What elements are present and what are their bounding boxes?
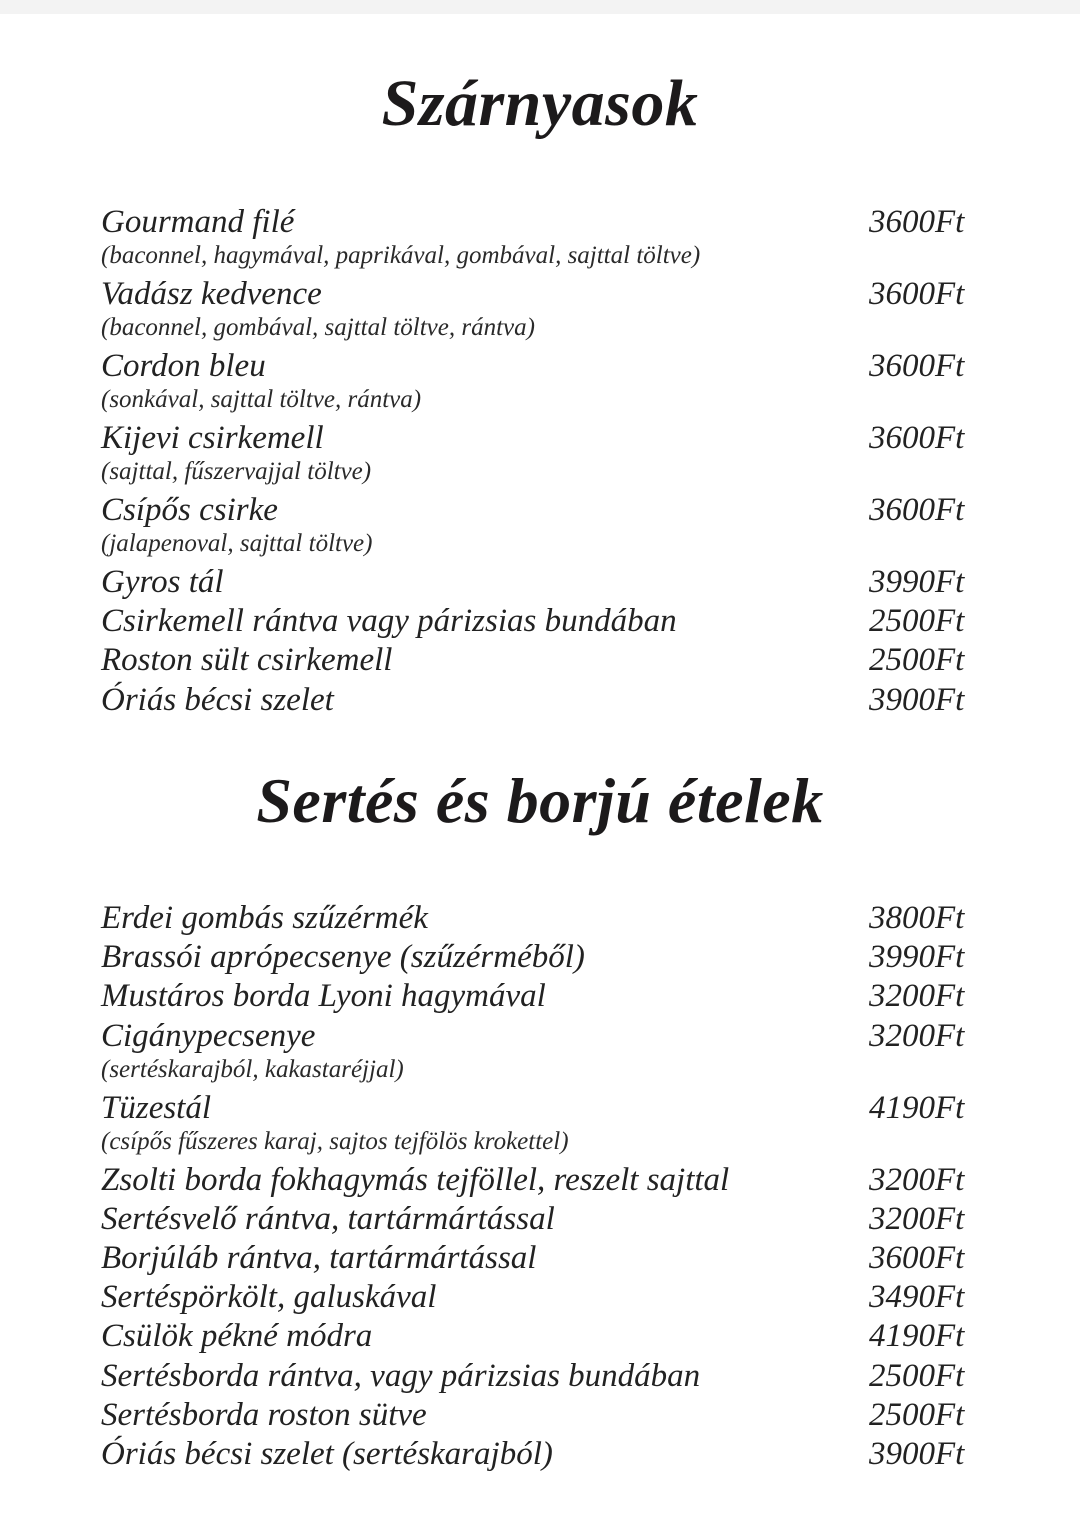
menu-item-price: 3600Ft (869, 1239, 965, 1276)
menu-item (101, 601, 981, 640)
menu-item-name: Borjúláb rántva, tartármártással (101, 1239, 537, 1276)
menu-item (101, 1016, 981, 1088)
menu-item-name: Erdei gombás szűzérmék (101, 900, 428, 936)
menu-item (101, 1160, 981, 1199)
menu-item-name: Brassói aprópecsenye (szűzérméből) (101, 939, 585, 976)
menu-item-price: 3490Ft (869, 1279, 965, 1316)
menu-item-name: Kijevi csirkemell (101, 420, 324, 456)
menu-item-name: Gourmand filé (101, 204, 295, 240)
menu-item-name: Sertésborda rántva, vagy párizsias bundában (101, 1357, 701, 1394)
menu-item-name: Gyros tál (101, 564, 224, 600)
menu-item-description: (baconnel, gombával, sajttal töltve, rántva) (101, 314, 535, 341)
menu-item-description: (jalapenoval, sajttal töltve) (101, 530, 373, 557)
menu-item-name: Sertésvelő rántva, tartármártással (101, 1200, 555, 1237)
menu-item-price: 3800Ft (869, 900, 965, 936)
menu-list-pork-veal (101, 898, 981, 1473)
menu-item (101, 490, 981, 562)
menu-item-name: Zsolti borda fokhagymás tejföllel, reszelt sajttal (101, 1161, 730, 1198)
menu-item (101, 1356, 981, 1395)
menu-item-price: 3990Ft (869, 939, 965, 976)
top-bar (0, 0, 1080, 14)
menu-item-price: 2500Ft (869, 1396, 965, 1433)
menu-item-price: 3200Ft (869, 978, 965, 1015)
menu-item (101, 680, 981, 719)
menu-item-price: 3600Ft (869, 276, 965, 312)
menu-item-name: Csirkemell rántva vagy párizsias bundában (101, 603, 677, 640)
menu-item (101, 976, 981, 1015)
menu-item-name: Óriás bécsi szelet (101, 681, 334, 718)
menu-item-price: 4190Ft (869, 1318, 965, 1355)
menu-item (101, 202, 981, 274)
menu-item-price: 3600Ft (869, 204, 965, 240)
menu-item-name: Óriás bécsi szelet (sertéskarajból) (101, 1435, 553, 1472)
section-title-poultry: Szárnyasok (381, 67, 699, 140)
menu-item (101, 1277, 981, 1316)
menu-item-name: Csülök pékné módra (101, 1318, 373, 1355)
menu-item (101, 1238, 981, 1277)
menu-item-price: 3900Ft (869, 1435, 965, 1472)
menu-item-description: (sertéskarajból, kakastaréjjal) (101, 1055, 404, 1083)
menu-item-price: 3200Ft (869, 1017, 965, 1054)
menu-item-name: Cordon bleu (101, 348, 266, 384)
menu-item (101, 898, 981, 937)
menu-item (101, 1199, 981, 1238)
menu-item (101, 346, 981, 418)
menu-item-price: 3200Ft (869, 1200, 965, 1237)
menu-item-name: Mustáros borda Lyoni hagymával (101, 978, 546, 1015)
menu-item-description: (sonkával, sajttal töltve, rántva) (101, 386, 422, 413)
menu-item-name: Tüzestál (101, 1089, 212, 1126)
menu-item-name: Sertéspörkölt, galuskával (101, 1279, 437, 1316)
menu-list-poultry (101, 202, 981, 719)
menu-item-description: (baconnel, hagymával, paprikával, gombával, sajttal töltve) (101, 242, 701, 269)
menu-item-price: 2500Ft (869, 1357, 965, 1394)
menu-item (101, 1316, 981, 1355)
menu-item (101, 562, 981, 601)
menu-item-price: 3900Ft (869, 681, 965, 718)
menu-item (101, 1088, 981, 1160)
menu-item-price: 3200Ft (869, 1161, 965, 1198)
menu-item-name: Vadász kedvence (101, 276, 322, 312)
menu-item-price: 3990Ft (869, 564, 965, 600)
menu-item (101, 1395, 981, 1434)
menu-item-name: Sertésborda roston sütve (101, 1396, 427, 1433)
menu-item-price: 4190Ft (869, 1089, 965, 1126)
menu-item-price: 2500Ft (869, 642, 965, 679)
menu-item-price: 3600Ft (869, 492, 965, 528)
menu-item-name: Csípős csirke (101, 492, 278, 528)
menu-item-description: (csípős fűszeres karaj, sajtos tejfölös krokettel) (101, 1127, 569, 1155)
menu-item-price: 2500Ft (869, 603, 965, 640)
menu-item (101, 418, 981, 490)
menu-item-name: Cigánypecsenye (101, 1017, 316, 1054)
menu-item-name: Roston sült csirkemell (101, 642, 393, 679)
section-title-pork-veal: Sertés és borjú ételek (256, 765, 824, 836)
menu-item-description: (sajttal, fűszervajjal töltve) (101, 458, 372, 485)
menu-item (101, 640, 981, 679)
menu-item-price: 3600Ft (869, 348, 965, 384)
menu-item (101, 1434, 981, 1473)
menu-item (101, 274, 981, 346)
menu-item (101, 937, 981, 976)
menu-item-price: 3600Ft (869, 420, 965, 456)
